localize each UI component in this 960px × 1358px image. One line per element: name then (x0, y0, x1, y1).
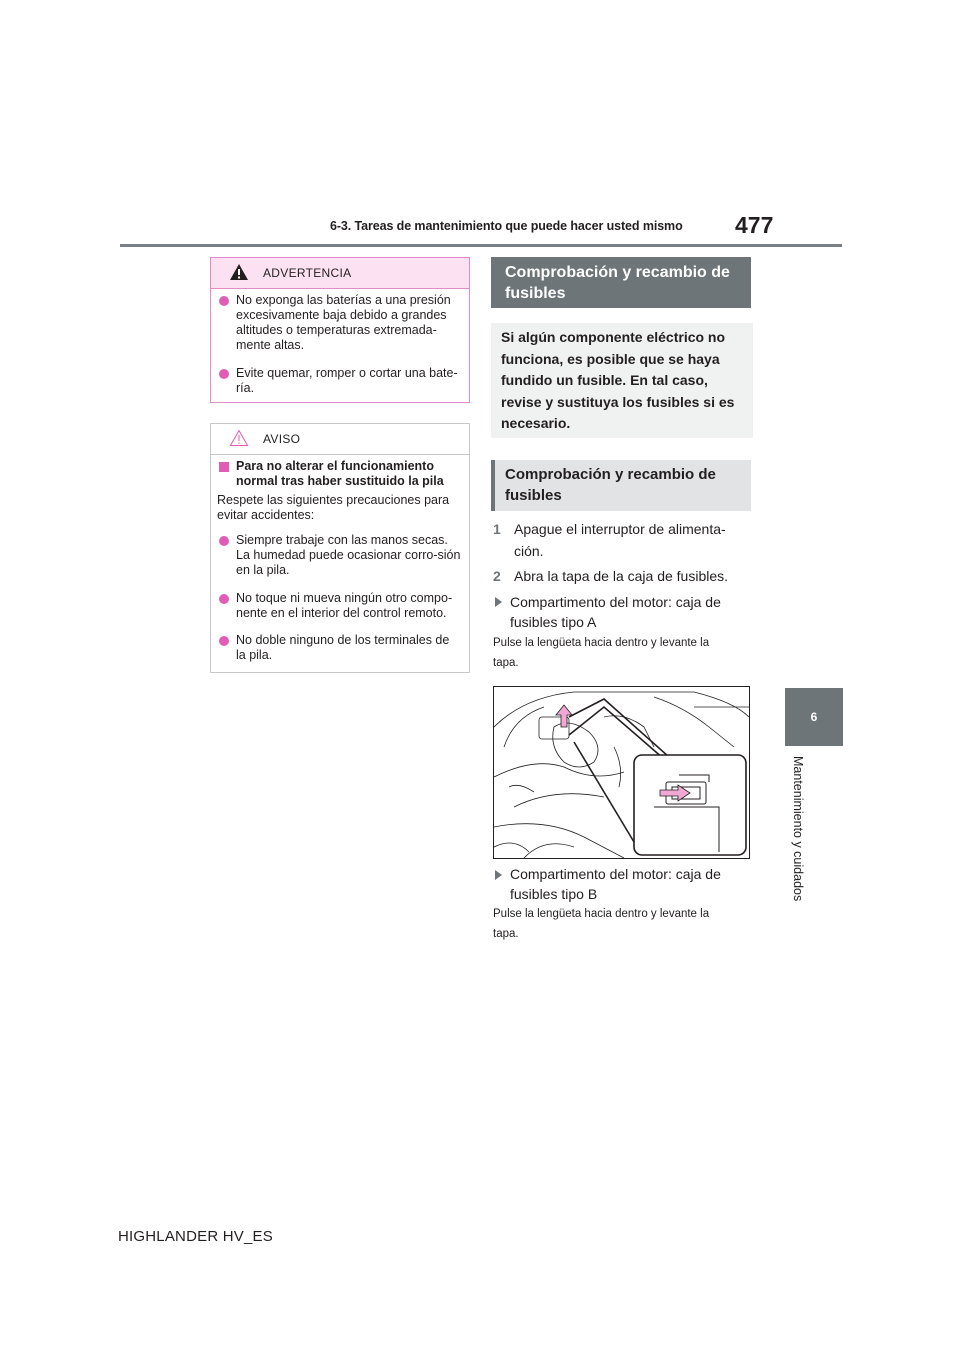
footer-model: HIGHLANDER HV_ES (118, 1228, 273, 1245)
subitem-note-cont: tapa. (493, 657, 519, 669)
subitem-note: Pulse la lengüeta hacia dentro y levante la (493, 637, 710, 649)
bullet-icon (219, 636, 229, 646)
notice-item (219, 633, 463, 665)
engine-compartment-drawing (494, 687, 749, 858)
notice-intro: Respete las siguientes precauciones para evitar accidentes: (217, 493, 450, 522)
step-number: 1 (493, 521, 501, 537)
chapter-label (786, 756, 810, 916)
notice-item-text: No doble ninguno de los terminales de la pila. (236, 633, 450, 662)
chapter-number: 6 (810, 710, 818, 724)
bullet-icon (219, 594, 229, 604)
step-number: 2 (493, 568, 501, 584)
subitem-title: Compartimento del motor: caja de (510, 866, 721, 882)
warning-title: ADVERTENCIA (263, 266, 352, 280)
warning-item (219, 293, 463, 355)
warning-item-text: Evite quemar, romper o cortar una bate-ría. (236, 366, 458, 395)
running-header: 6-3. Tareas de mantenimiento que puede hacer usted mismo (330, 219, 683, 233)
warning-item (219, 366, 463, 398)
subsection-title: Comprobación y recambio de fusibles (505, 466, 716, 504)
section-title: Comprobación y recambio de fusibles (505, 264, 730, 302)
notice-box (210, 423, 470, 673)
step-text: Abra la tapa de la caja de fusibles. (514, 568, 729, 584)
notice-item (219, 533, 463, 581)
notice-header (211, 424, 469, 455)
square-bullet-icon (219, 462, 229, 472)
chapter-label-text: Mantenimiento y cuidados (791, 756, 805, 902)
bullet-icon (219, 296, 229, 306)
warning-triangle-icon (229, 263, 249, 281)
notice-item (219, 591, 463, 623)
page-number: 477 (735, 212, 774, 238)
engine-fuse-box-illustration (493, 686, 750, 859)
subitem-note-cont: tapa. (493, 928, 519, 940)
warning-header (211, 258, 469, 289)
caution-triangle-icon (229, 429, 249, 447)
notice-subheading (219, 459, 463, 491)
subitem-title-cont: fusibles tipo A (510, 614, 597, 630)
arrow-bullet-icon (495, 597, 502, 607)
subitem-title: Compartimento del motor: caja de (510, 594, 721, 610)
notice-item-text: Siempre trabaje con las manos secas. La humedad puede ocasionar corro-sión en la pila. (236, 533, 461, 577)
notice-item-text: No toque ni mueva ningún otro compo-nente en el interior del control remoto. (236, 591, 453, 620)
intro-text: Si algún componente eléctrico no funciona, es posible que se haya fundido un fusible. En tal caso, revise y sustituya los fusibles si es necesario. (501, 329, 735, 431)
intro-box (491, 323, 753, 438)
step-text: Apague el interruptor de alimenta- (514, 521, 726, 537)
warning-item-text: No exponga las baterías a una presión excesivamente baja debido a grandes altitudes o temperaturas extremada-mente altas. (236, 293, 451, 352)
arrow-bullet-icon (495, 870, 502, 880)
step-text-cont: ción. (514, 543, 544, 559)
warning-box (210, 257, 470, 403)
subsection-title-bar (491, 460, 751, 511)
chapter-tab (785, 688, 843, 746)
header-rule (120, 244, 842, 247)
bullet-icon (219, 536, 229, 546)
section-title-bar (491, 257, 751, 308)
subitem-title-cont: fusibles tipo B (510, 886, 598, 902)
notice-subheading-text: Para no alterar el funcionamiento normal tras haber sustituido la pila (236, 459, 444, 488)
notice-title: AVISO (263, 432, 301, 446)
subitem-note: Pulse la lengüeta hacia dentro y levante la (493, 908, 710, 920)
bullet-icon (219, 369, 229, 379)
